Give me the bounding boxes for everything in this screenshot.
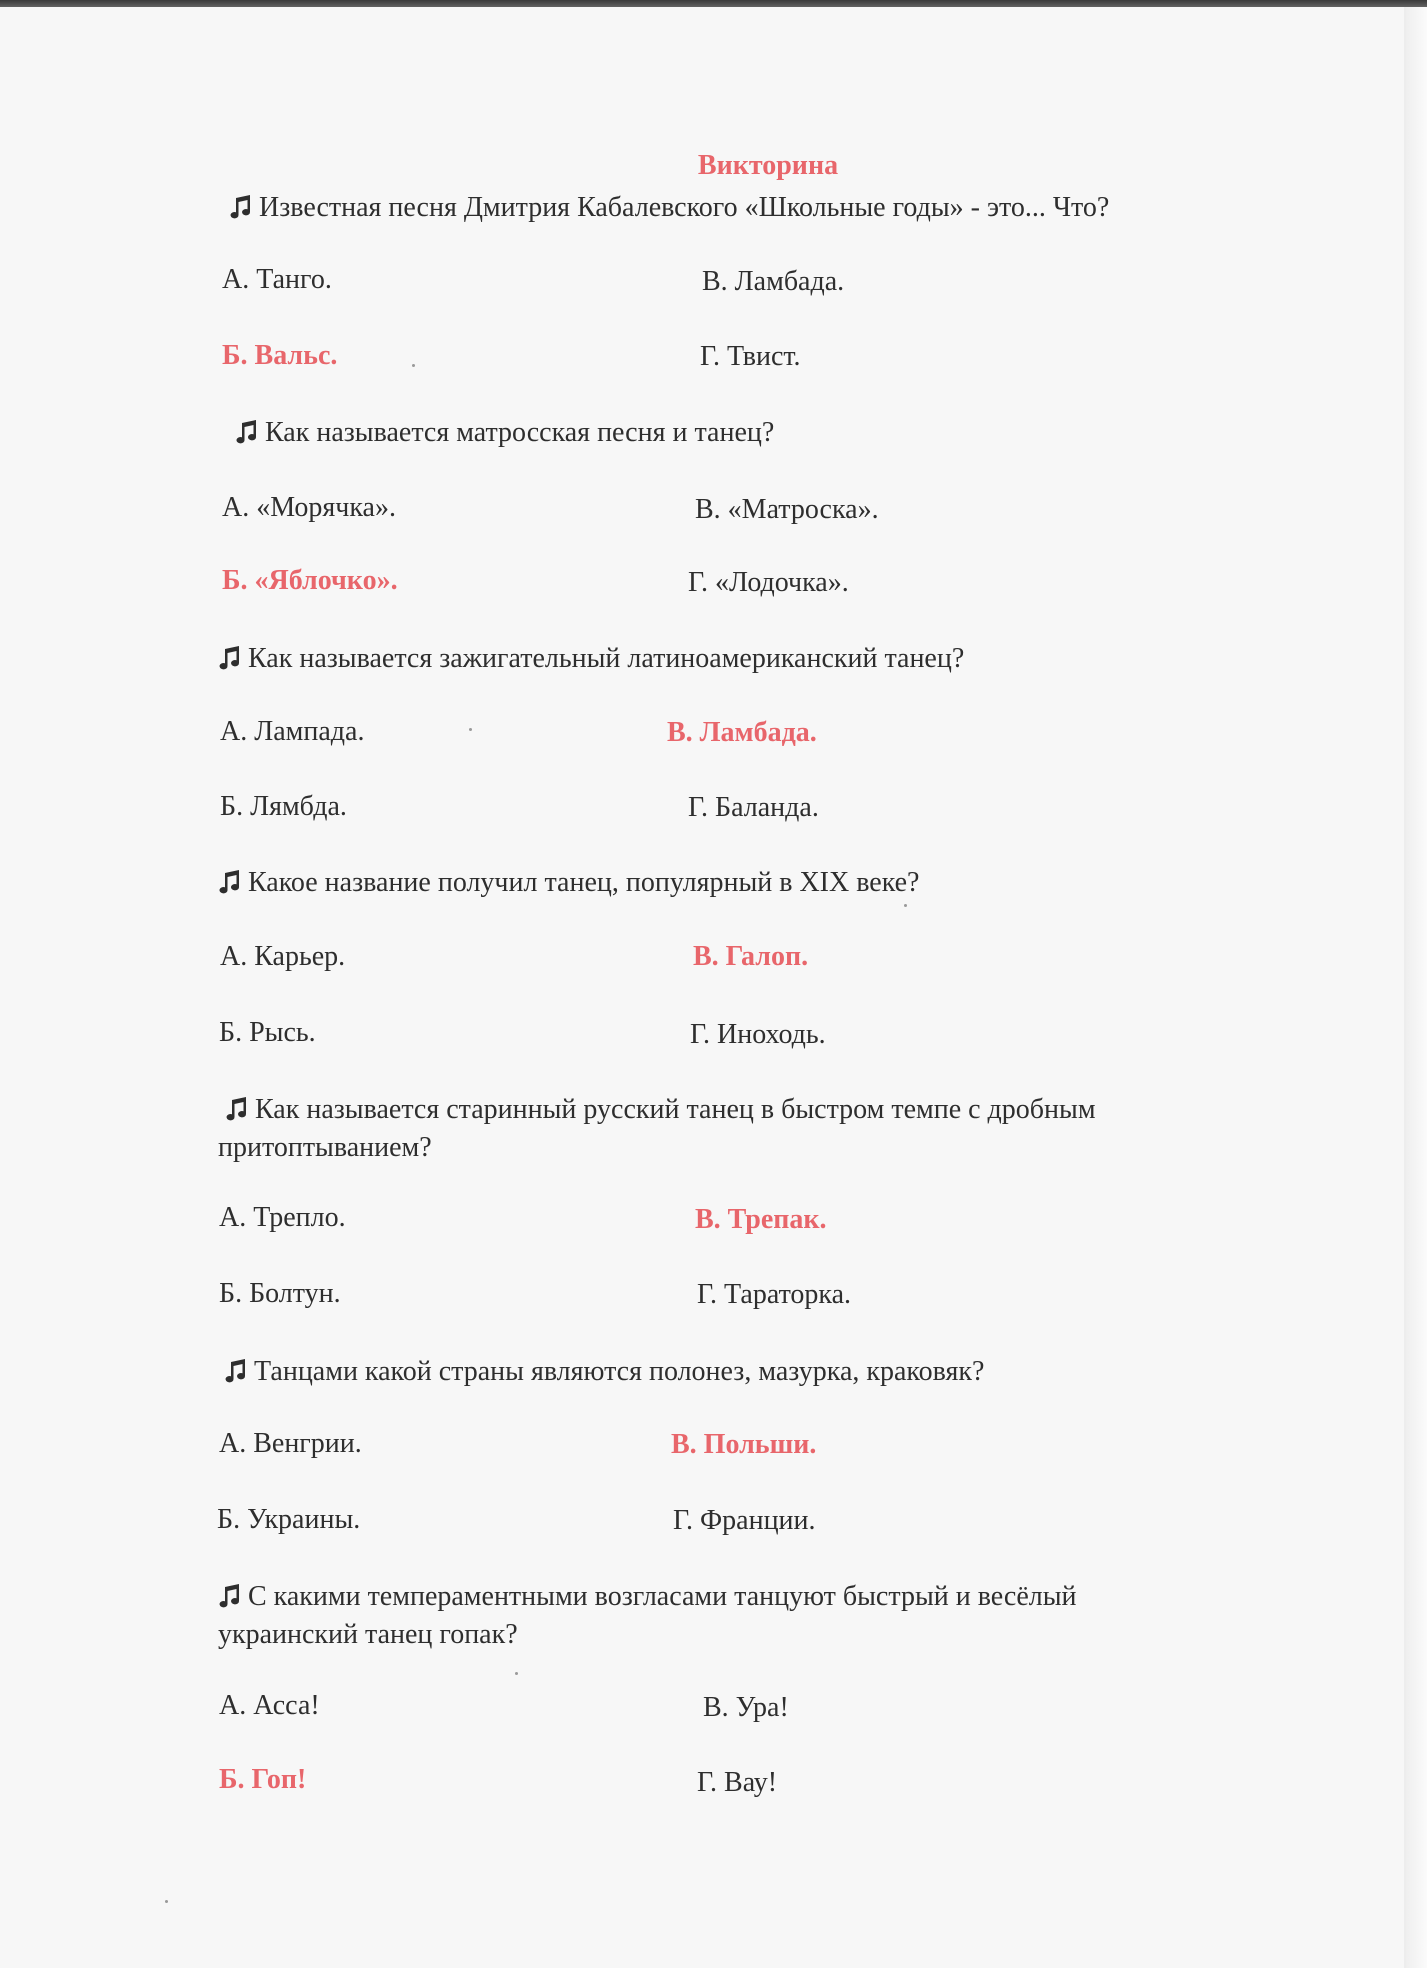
quiz-title: Викторина: [697, 150, 839, 181]
option-g: Г. «Лодочка».: [688, 567, 849, 598]
question-text: С какими темпераментными возгласами танцуют быстрый и весёлый: [248, 1581, 1077, 1612]
question-2: [235, 414, 774, 452]
question-6: [224, 1353, 984, 1391]
scan-speck: [412, 364, 415, 367]
question-text: Танцами какой страны являются полонез, мазурка, краковяк?: [254, 1356, 985, 1387]
option-v-correct: В. Трепак.: [695, 1204, 827, 1235]
music-note-icon: [218, 1584, 240, 1608]
page-edge: [1406, 7, 1427, 1968]
option-a: А. Трепло.: [219, 1202, 346, 1233]
option-a: А. «Морячка».: [222, 492, 396, 523]
option-v-correct: В. Ламбада.: [667, 717, 817, 748]
question-7: [218, 1578, 1077, 1654]
music-note-icon: [225, 1097, 247, 1121]
option-a: А. Танго.: [222, 264, 332, 295]
question-4: [218, 864, 919, 902]
question-text: Какое название получил танец, популярный в XIX веке?: [248, 867, 920, 898]
option-v: В. «Матроска».: [695, 494, 879, 525]
option-v: В. Ура!: [703, 1692, 789, 1723]
question-1: [229, 189, 1109, 227]
option-b-correct: Б. Вальс.: [222, 340, 338, 371]
question-line-1: [218, 1578, 1077, 1616]
music-note-icon: [229, 195, 251, 219]
option-g: Г. Твист.: [700, 341, 801, 372]
question-3: [218, 640, 964, 678]
option-b: Б. Украины.: [217, 1504, 361, 1535]
question-line-1: [225, 1091, 1096, 1129]
option-g: Г. Баланда.: [688, 792, 819, 823]
option-a: А. Лампада.: [220, 716, 365, 747]
option-b: Б. Лямбда.: [220, 791, 347, 822]
question-text: Как называется матросская песня и танец?: [265, 417, 775, 448]
question-line-2: украинский танец гопак?: [218, 1619, 518, 1650]
option-b-correct: Б. Гоп!: [219, 1764, 307, 1795]
option-g: Г. Вау!: [697, 1767, 778, 1798]
option-g: Г. Тараторка.: [697, 1279, 852, 1310]
music-note-icon: [224, 1359, 246, 1383]
scan-speck: [469, 728, 472, 731]
scan-speck: [904, 904, 907, 907]
paper-sheet: [0, 7, 1406, 1968]
option-g: Г. Франции.: [673, 1505, 816, 1536]
scan-speck: [165, 1900, 168, 1903]
option-a: А. Карьер.: [220, 941, 346, 972]
option-g: Г. Иноходь.: [690, 1019, 826, 1050]
option-b-correct: Б. «Яблочко».: [222, 565, 398, 596]
option-b: Б. Болтун.: [219, 1278, 341, 1309]
option-v: В. Ламбада.: [702, 266, 845, 297]
question-text: Как называется зажигательный латиноамериканский танец?: [248, 643, 965, 674]
question-5: [218, 1091, 1096, 1167]
music-note-icon: [218, 870, 240, 894]
option-a: А. Асса!: [219, 1690, 320, 1721]
music-note-icon: [218, 646, 240, 670]
option-b: Б. Рысь.: [219, 1017, 316, 1048]
question-text: Известная песня Дмитрия Кабалевского «Школьные годы» - это... Что?: [259, 192, 1110, 223]
option-a: А. Венгрии.: [219, 1428, 362, 1459]
question-line-2: притоптыванием?: [218, 1132, 432, 1163]
scan-speck: [515, 1672, 518, 1675]
option-v-correct: В. Польши.: [671, 1429, 817, 1460]
option-v-correct: В. Галоп.: [693, 941, 809, 972]
music-note-icon: [235, 420, 257, 444]
question-text: Как называется старинный русский танец в быстром темпе с дробным: [255, 1094, 1096, 1125]
